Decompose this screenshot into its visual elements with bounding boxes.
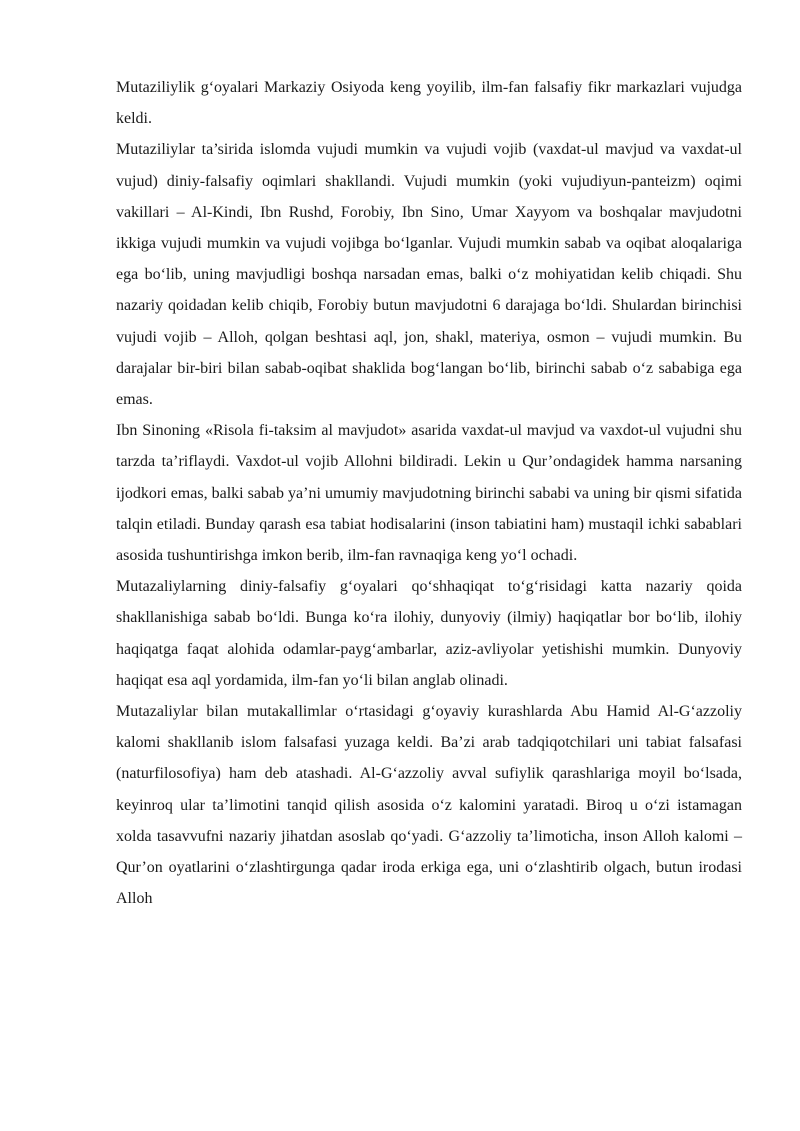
- paragraph-4: Mutazaliylarning diniy-falsafiy g‘oyalari qo‘shhaqiqat to‘g‘risidagi katta nazariy qoida shakllanishiga sabab bo‘ldi. Bunga ko‘ra ilohiy, dunyoviy (ilmiy) haqiqatlar bor bo‘lib, ilohiy haqiqatga faqat alohida odamlar-payg‘ambarlar, aziz-avliyolar yetishishi mumkin. Dunyoviy haqiqat esa aql yordamida, ilm-fan yo‘li bilan anglab olinadi.: [116, 578, 742, 689]
- paragraph-2: Mutaziliylar ta’sirida islomda vujudi mumkin va vujudi vojib (vaxdat-ul mavjud va vaxdat-ul vujud) diniy-falsafiy oqimlari shakllandi. Vujudi mumkin (yoki vujudiyun-panteizm) oqimi vakillari – Al-Kindi, Ibn Rushd, Forobiy, Ibn Sino, Umar Xayyom va boshqalar mavjudotni ikkiga vujudi mumkin va vujudi vojibga bo‘lganlar. Vujudi mumkin sabab va oqibat aloqalariga ega bo‘lib, uning mavjudligi boshqa narsadan emas, balki o‘z mohiyatidan kelib chiqadi. Shu nazariy qoidadan kelib chiqib, Forobiy butun mavjudotni 6 darajaga bo‘ldi. Shulardan birinchisi vujudi vojib – Alloh, qolgan beshtasi aql, jon, shakl, materiya, osmon – vujudi mumkin. Bu darajalar bir-biri bilan sabab-oqibat shaklida bog‘langan bo‘lib, birinchi sabab o‘z sababiga ega emas.: [116, 141, 742, 409]
- document-body: [116, 72, 742, 914]
- paragraph-5: Mutazaliylar bilan mutakallimlar o‘rtasidagi g‘oyaviy kurashlarda Abu Hamid Al-G‘azzoliy kalomi shakllanib islom falsafasi yuzaga keldi. Ba’zi arab tadqiqotchilari uni tabiat falsafasi (naturfilosofiya) ham deb atashadi. Al-G‘azzoliy avval sufiylik qarashlariga moyil bo‘lsada, keyinroq ular ta’limotini tanqid qilish asosida o‘z kalomini yaratadi. Biroq u o‘zi istamagan xolda tasavvufni nazariy jihatdan asoslab qo‘yadi. G‘azzoliy ta’limoticha, inson Alloh kalomi – Qur’on oyatlarini o‘zlashtirgunga qadar iroda erkiga ega, uni o‘zlashtirib olgach, butun irodasi Alloh: [116, 703, 742, 908]
- paragraph-1: Mutaziliylik g‘oyalari Markaziy Osiyoda keng yoyilib, ilm-fan falsafiy fikr markazlari vujudga keldi.: [116, 79, 742, 128]
- paragraph-3: Ibn Sinoning «Risola fi-taksim al mavjudot» asarida vaxdat-ul mavjud va vaxdot-ul vujudni shu tarzda ta’riflaydi. Vaxdot-ul vojib Allohni bildiradi. Lekin u Qur’ondagidek hamma narsaning ijodkori emas, balki sabab ya’ni umumiy mavjudotning birinchi sababi va uning bir qismi sifatida talqin etiladi. Bunday qarash esa tabiat hodisalarini (inson tabiatini ham) mustaqil ichki sabablari asosida tushuntirishga imkon berib, ilm-fan ravnaqiga keng yo‘l ochadi.: [116, 422, 742, 565]
